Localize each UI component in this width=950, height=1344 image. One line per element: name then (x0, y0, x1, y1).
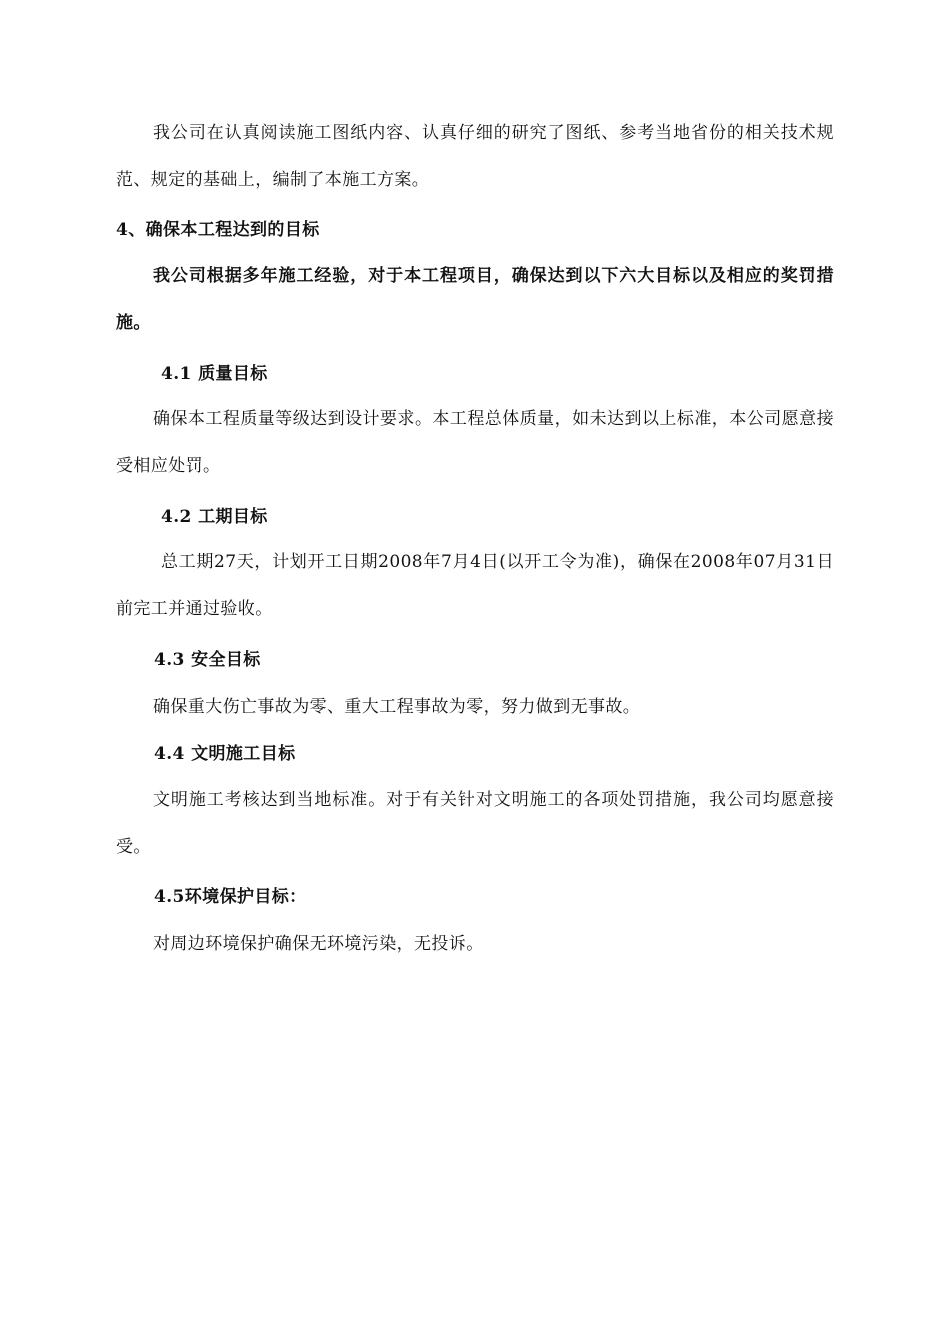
goal-title-civilized-construction: 4.4 文明施工目标 (154, 744, 296, 764)
goal-title-schedule: 4.2 工期目标 (161, 507, 268, 527)
goal-text-environment: 对周边环境保护确保无环境污染，无投诉。 (153, 934, 484, 954)
section-intro-paragraph: 我公司根据多年施工经验，对于本工程项目，确保达到以下六大目标以及相应的奖罚措施。 (116, 266, 834, 333)
intro-paragraph: 我公司在认真阅读施工图纸内容、认真仔细的研究了图纸、参考当地省份的相关技术规范、规定的基础上，编制了本施工方案。 (116, 123, 834, 190)
goal-text-civilized-construction: 文明施工考核达到当地标准。对于有关针对文明施工的各项处罚措施，我公司均愿意接受。 (116, 790, 834, 857)
goal-text-safety: 确保重大伤亡事故为零、重大工程事故为零，努力做到无事故。 (153, 697, 641, 717)
goal-title-safety: 4.3 安全目标 (154, 650, 261, 670)
section-heading: 4、确保本工程达到的目标 (116, 220, 320, 240)
goal-title-environment: 4.5环境保护目标： (154, 887, 307, 907)
goal-text-schedule: 总工期27天，计划开工日期2008年7月4日(以开工令为准)，确保在2008年07月31日前完工并通过验收。 (116, 552, 834, 619)
goal-text-quality: 确保本工程质量等级达到设计要求。本工程总体质量，如未达到以上标准，本公司愿意接受相应处罚。 (116, 409, 834, 476)
goal-title-quality: 4.1 质量目标 (161, 364, 268, 384)
